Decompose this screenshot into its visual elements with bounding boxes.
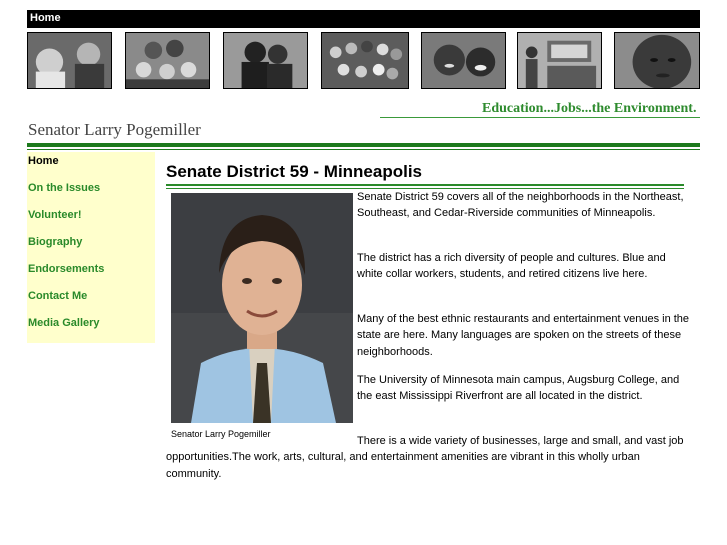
paragraph-diversity: The district has a rich diversity of people and cultures. Blue and white collar workers, students, and retired citizens live here.: [357, 252, 666, 281]
header-divider-thin: [27, 149, 700, 150]
top-nav-bar: [27, 10, 700, 28]
paragraph-district-coverage: Senate District 59 covers all of the neighborhoods in the Northeast, Southeast, and Cedar-Riverside communities of Minneapolis.: [357, 191, 684, 220]
tagline: Education...Jobs...the Environment.: [482, 101, 697, 116]
sidebar-item-on-the-issues[interactable]: On the Issues: [28, 182, 101, 194]
paragraph-businesses: There is a wide variety of businesses, large and small, and vast job opportunities.The work, arts, cultural, and entertainment amenities are vibrant in this wholly urban community.: [166, 435, 684, 480]
page-title: Senate District 59 - Minneapolis: [166, 162, 423, 181]
header-photo-family: [125, 32, 210, 89]
header-photo-child-face: [614, 32, 700, 89]
site-title: Senator Larry Pogemiller: [28, 120, 201, 139]
header-photo-children: [421, 32, 506, 89]
tagline-divider: [380, 117, 700, 118]
title-divider-thick: [166, 184, 684, 186]
header-divider-thick: [27, 143, 700, 147]
top-nav-home-link[interactable]: Home: [30, 12, 61, 24]
header-photo-grandfather-baby: [27, 32, 112, 89]
paragraph-university: The University of Minnesota main campus, Augsburg College, and the east Mississippi Riverfront are all located in the district.: [357, 374, 680, 403]
paragraph-restaurants: Many of the best ethnic restaurants and entertainment venues in the state are here. Many languages are spoken on the streets of these neighborhoods.: [357, 313, 690, 358]
sidebar-nav: [27, 152, 155, 343]
senator-portrait-photo: [171, 193, 353, 423]
sidebar-item-volunteer[interactable]: Volunteer!: [28, 209, 82, 221]
sidebar-item-home[interactable]: Home: [28, 155, 59, 167]
sidebar-item-media-gallery[interactable]: Media Gallery: [28, 317, 100, 329]
header-photo-group: [321, 32, 409, 89]
sidebar-item-contact-me[interactable]: Contact Me: [28, 290, 88, 302]
sidebar-item-endorsements[interactable]: Endorsements: [28, 263, 105, 275]
portrait-caption: Senator Larry Pogemiller: [171, 429, 271, 439]
header-photo-workers: [517, 32, 602, 89]
sidebar-item-biography[interactable]: Biography: [28, 236, 83, 248]
header-photo-couple: [223, 32, 308, 89]
